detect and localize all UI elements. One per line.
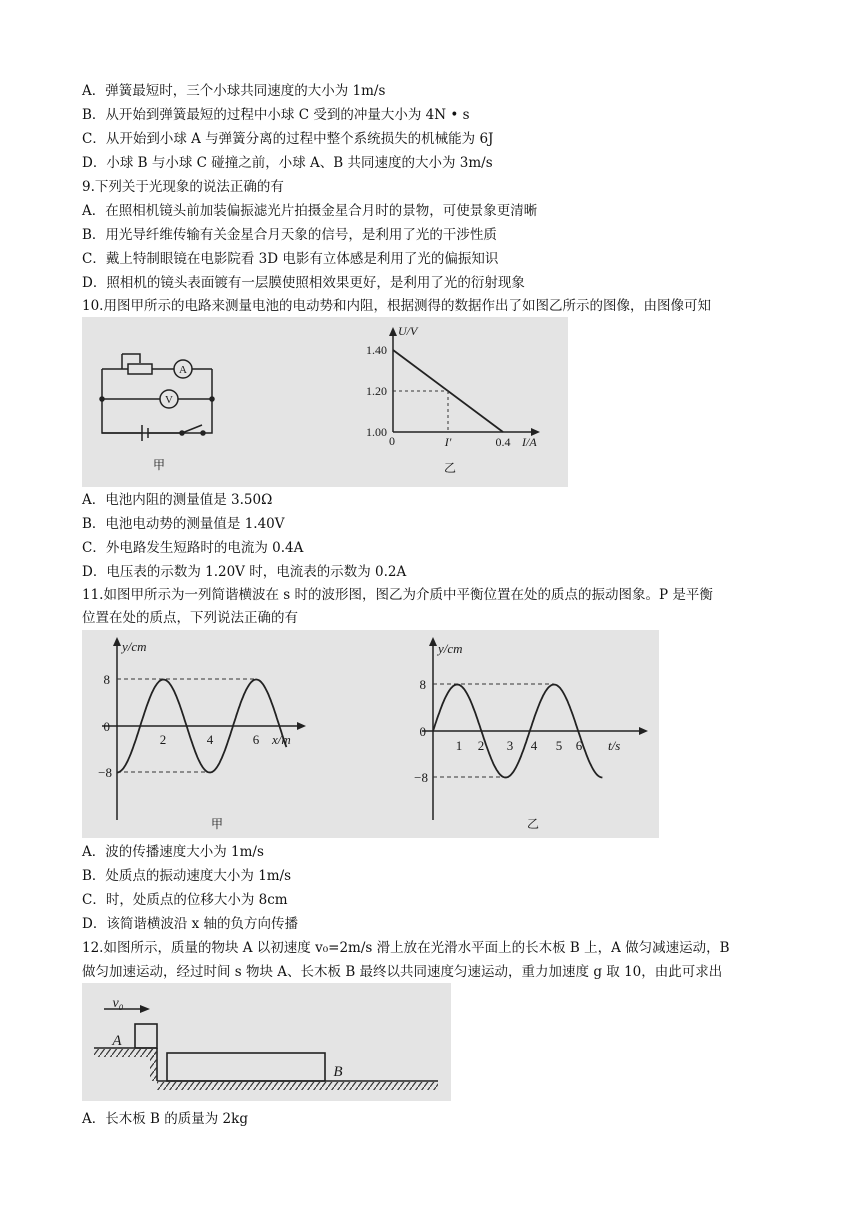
y-tick-140: 1.40 xyxy=(366,343,387,357)
q12-stem-line1: 12.如图所示，质量的物块 A 以初速度 v₀=2m/s 滑上放在光滑水平面上的长木板 B 上，A 做匀减速运动，B xyxy=(82,940,730,956)
q9-option-d: D．照相机的镜头表面镀有一层膜使照相效果更好，是利用了光的衍射现象 xyxy=(82,275,525,291)
jia-x-tick-2: 2 xyxy=(159,732,167,747)
yi-x-tick-2: 2 xyxy=(477,738,485,753)
yi-y-tick-8: 8 xyxy=(419,677,426,692)
label-jia: 甲 xyxy=(152,458,166,472)
jia-y-tick-neg8: −8 xyxy=(98,765,112,780)
q9-option-c: C．戴上特制眼镜在电影院看 3D 电影有立体感是利用了光的偏振知识 xyxy=(82,251,499,267)
q11-option-a: A．波的传播速度大小为 1m/s xyxy=(82,844,264,860)
v0-label: v₀ xyxy=(112,996,124,1011)
q9-stem: 9.下列关于光现象的说法正确的有 xyxy=(82,179,284,195)
yi-x-axis-label: t/s xyxy=(608,738,621,753)
rheostat xyxy=(128,364,152,374)
yi-y-axis-label: y/cm xyxy=(438,641,463,656)
yi-x-tick-6: 6 xyxy=(575,738,583,753)
block-a xyxy=(135,1024,157,1048)
voltmeter-label: V xyxy=(165,394,173,406)
y-axis-label: U/V xyxy=(398,324,418,338)
q11-stem-line2: 位置在处的质点，下列说法正确的有 xyxy=(82,610,298,626)
yi-x-tick-5: 5 xyxy=(555,738,563,753)
yi-x-tick-3: 3 xyxy=(506,738,514,753)
q8-option-d: D．小球 B 与小球 C 碰撞之前，小球 A、B 共同速度的大小为 3m/s xyxy=(82,155,493,171)
y-tick-100: 1.00 xyxy=(366,425,387,439)
jia-x-axis-label: x/m xyxy=(272,732,291,747)
origin-label: 0 xyxy=(389,434,395,448)
jia-y-tick-8: 8 xyxy=(103,672,110,687)
board-b xyxy=(167,1053,325,1081)
q9-option-b: B．用光导纤维传输有关金星合月天象的信号，是利用了光的干涉性质 xyxy=(82,227,497,243)
y-tick-120: 1.20 xyxy=(366,384,387,398)
q10-option-d: D．电压表的示数为 1.20V 时，电流表的示数为 0.2A xyxy=(82,564,407,580)
q11-option-c: C．时，处质点的位移大小为 8cm xyxy=(82,892,288,908)
x-tick-04: 0.4 xyxy=(495,435,511,449)
u-i-graph xyxy=(389,327,540,436)
q11-option-d: D．该简谐横波沿 x 轴的负方向传播 xyxy=(82,916,299,932)
q8-option-c: C．从开始到小球 A 与弹簧分离的过程中整个系统损失的机械能为 6J xyxy=(82,131,494,147)
q11-stem-line1: 11.如图甲所示为一列简谐横波在 s 时的波形图，图乙为介质中平衡位置在处的质点的振动图象。P 是平衡 xyxy=(82,587,713,603)
ammeter-label: A xyxy=(179,364,187,376)
q10-option-b: B．电池电动势的测量值是 1.40V xyxy=(82,516,285,532)
q10-option-a: A．电池内阻的测量值是 3.50Ω xyxy=(82,492,273,508)
q12-stem-line2: 做匀加速运动，经过时间 s 物块 A、长木板 B 最终以共同速度匀速运动，重力加速度 g 取 10，由此可求出 xyxy=(82,964,723,980)
mechanics-diagram xyxy=(94,1005,438,1090)
yi-y-tick-0: 0 xyxy=(419,724,426,739)
jia-y-axis-label: y/cm xyxy=(122,639,147,654)
q9-option-a: A．在照相机镜头前加装偏振滤光片拍摄金星合月时的景物，可使景象更清晰 xyxy=(82,203,538,219)
q10-figure xyxy=(82,317,568,487)
x-axis-label: I/A xyxy=(522,435,537,449)
q12-figure xyxy=(82,983,451,1101)
q10-stem: 10.用图甲所示的电路来测量电池的电动势和内阻，根据测得的数据作出了如图乙所示的图像，由图像可知 xyxy=(82,298,711,314)
circuit-diagram xyxy=(100,354,214,441)
yi-x-tick-4: 4 xyxy=(530,738,538,753)
jia-x-tick-4: 4 xyxy=(206,732,214,747)
yi-x-tick-1: 1 xyxy=(455,738,463,753)
label-yi: 乙 xyxy=(526,817,540,831)
label-jia: 甲 xyxy=(210,817,224,831)
q11-figure xyxy=(82,630,659,838)
q8-option-a: A．弹簧最短时，三个小球共同速度的大小为 1m/s xyxy=(82,83,386,99)
jia-y-tick-0: 0 xyxy=(103,719,110,734)
yi-y-tick-neg8: −8 xyxy=(414,770,428,785)
q8-option-b: B．从开始到弹簧最短的过程中小球 C 受到的冲量大小为 4N • s xyxy=(82,107,470,123)
q11-option-b: B．处质点的振动速度大小为 1m/s xyxy=(82,868,292,884)
block-a-label: A xyxy=(112,1033,122,1049)
switch xyxy=(182,425,202,433)
board-b-label: B xyxy=(333,1064,343,1080)
q12-option-a: A．长木板 B 的质量为 2kg xyxy=(82,1111,248,1127)
vibration-graph xyxy=(419,637,648,820)
q10-option-c: C．外电路发生短路时的电流为 0.4A xyxy=(82,540,304,556)
x-tick-i-prime: I' xyxy=(444,435,452,449)
label-yi: 乙 xyxy=(443,461,457,475)
jia-x-tick-6: 6 xyxy=(252,732,260,747)
wave-graph xyxy=(102,637,306,820)
